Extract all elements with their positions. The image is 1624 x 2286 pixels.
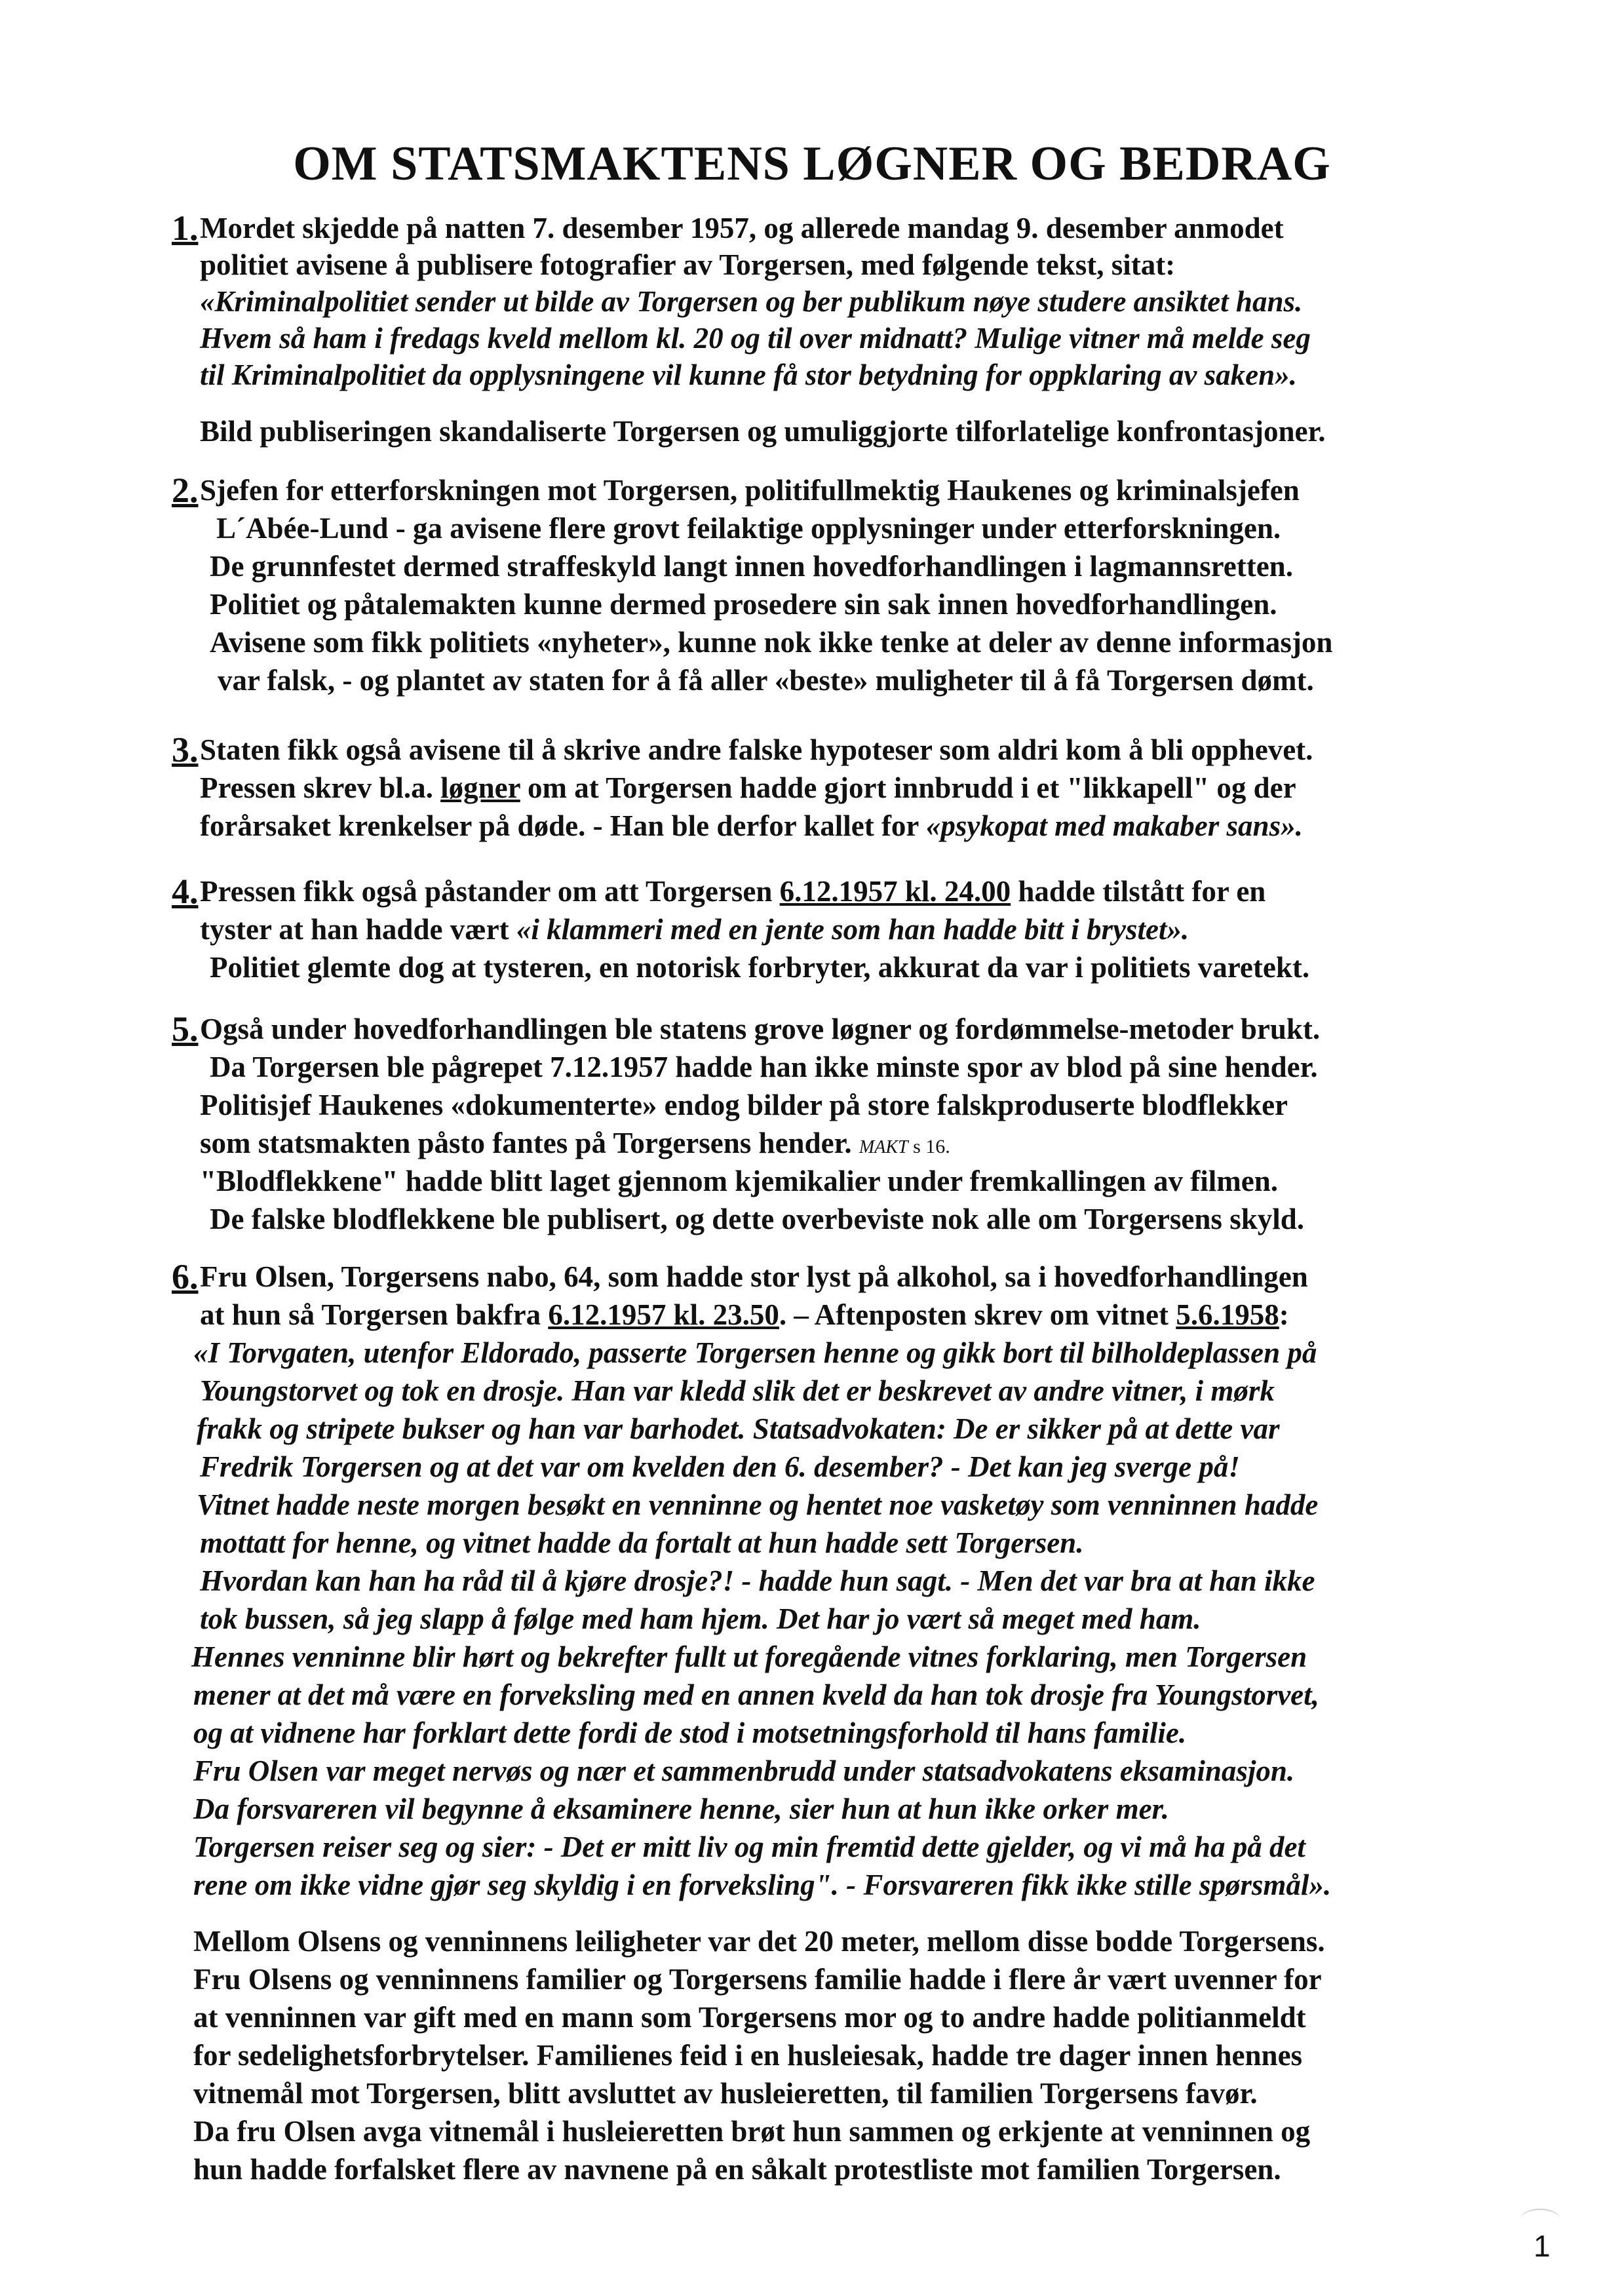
s5-reference-makt: MAKT — [859, 1137, 908, 1157]
s2-line-5: Avisene som fikk politiets «nyheter», kunne nok ikke tenke at deler av denne informasjon — [210, 626, 1333, 659]
s6-quote-line-14: Torgersen reiser seg og sier: - Det er mitt liv og min fremtid dette gjelder, og vi må ha på det — [193, 1831, 1305, 1863]
s6-line-2 — [200, 1296, 1289, 1333]
s6-quote-line-15: rene om ikke vidne gjør seg skyldig i en forveksling". - Forsvareren fikk ikke stille spørsmål». — [193, 1869, 1332, 1901]
s6-date-underlined-1: 6.12.1957 kl. 23.50 — [548, 1298, 779, 1331]
s4-line-3: Politiet glemte dog at tysteren, en notorisk forbryter, akkurat da var i politiets varetekt. — [210, 951, 1310, 984]
s4-line-1 — [200, 873, 1266, 910]
s4-line-1-a: Pressen fikk også påstander om att Torgersen — [200, 875, 780, 908]
s1-quote-line-4: Hvem så ham i fredags kveld mellom kl. 20 og til over midnatt? Mulige vitner må melde seg — [200, 322, 1311, 355]
page-title: OM STATSMAKTENS LØGNER OG BEDRAG — [293, 137, 1331, 191]
s2-line-1: Sjefen for etterforskningen mot Torgersen, politifullmektig Haukenes og kriminalsjefen — [200, 474, 1300, 507]
s2-line-6: var falsk, - og plantet av staten for å få aller «beste» muligheter til å få Torgersen dømt. — [218, 664, 1314, 697]
s6-date-underlined-2: 5.6.1958 — [1176, 1298, 1279, 1331]
s6-paragraph-line-1: Mellom Olsens og venninnens leiligheter var det 20 meter, mellom disse bodde Torgersens. — [193, 1925, 1325, 1958]
s6-quote-line-1: «I Torvgaten, utenfor Eldorado, passerte Torgersen henne og gikk bort til bilholdeplassen på — [193, 1336, 1317, 1369]
s1-quote-line-5: til Kriminalpolitiet da opplysningene vil kunne få stor betydning for oppklaring av saken». — [200, 358, 1297, 391]
s6-quote-line-5: Vitnet hadde neste morgen besøkt en venninne og hentet noe vasketøy som venninnen hadde — [197, 1488, 1319, 1521]
s1-line-6: Bild publiseringen skandaliserte Torgersen og umuliggjorte tilforlatelige konfrontasjoner. — [200, 415, 1326, 448]
s6-line-2-c: . – Aftenposten skrev om vitnet — [779, 1298, 1176, 1331]
s5-line-2: Da Torgersen ble pågrepet 7.12.1957 hadde han ikke minste spor av blod på sine hender. — [210, 1051, 1318, 1083]
s1-line-2: politiet avisene å publisere fotografier av Torgersen, med følgende tekst, sitat: — [200, 248, 1176, 281]
s1-quote-line-3: «Kriminalpolitiet sender ut bilde av Torgersen og ber publikum nøye studere ansiktet hans. — [200, 285, 1303, 318]
s6-paragraph-line-3: at venninnen var gift med en mann som Torgersens mor og to andre hadde politianmeldt — [193, 2001, 1306, 2034]
s5-line-1: Også under hovedforhandlingen ble statens grove løgner og fordømmelse-metoder brukt. — [200, 1013, 1321, 1045]
s6-line-2-a: at hun så Torgersen bakfra — [200, 1298, 549, 1331]
s2-line-2: L´Abée-Lund - ga avisene flere grovt feilaktige opplysninger under etterforskningen. — [216, 512, 1281, 545]
s3-line-3-a: forårsaket krenkelser på døde. - Han ble derfor kallet for — [200, 809, 926, 842]
s6-paragraph-line-2: Fru Olsens og venninnens familier og Torgersens familie hadde i flere år vært uvenner for — [193, 1963, 1322, 1996]
s3-line-3 — [200, 807, 1303, 844]
s6-quote-line-3: frakk og stripete bukser og han var barhodet. Statsadvokaten: De er sikker på at dette var — [197, 1412, 1280, 1445]
s5-line-4 — [200, 1125, 950, 1166]
s6-line-1: Fru Olsen, Torgersens nabo, 64, som hadde stor lyst på alkohol, sa i hovedforhandlingen — [200, 1260, 1308, 1293]
s5-line-3: Politisjef Haukenes «dokumenterte» endog bilder på store falskproduserte blodflekker — [200, 1089, 1288, 1121]
section-number-4: 4. — [172, 872, 199, 911]
s4-line-1-c: hadde tilstått for en — [1011, 875, 1266, 908]
page-number: 1 — [1534, 2229, 1551, 2263]
s3-underlined-word: løgner — [440, 771, 520, 804]
s6-paragraph-line-7: hun hadde forfalsket flere av navnene på en såkalt protestliste mot familien Torgersen. — [193, 2153, 1281, 2186]
s6-quote-line-12: Fru Olsen var meget nervøs og nær et sammenbrudd under statsadvokatens eksaminasjon. — [193, 1754, 1295, 1787]
section-number-3: 3. — [172, 730, 199, 769]
section-number-6: 6. — [172, 1257, 199, 1296]
s4-line-2-a: tyster at han hadde vært — [200, 913, 516, 946]
s6-paragraph-line-4: for sedelighetsforbrytelser. Familienes feid i en husleiesak, hadde tre dager innen hennes — [193, 2039, 1303, 2072]
page-corner-mark — [1520, 2209, 1560, 2230]
s3-line-1: Staten fikk også avisene til å skrive andre falske hypoteser som aldri kom å bli opphevet. — [200, 733, 1313, 766]
s1-line-1: Mordet skjedde på natten 7. desember 1957, og allerede mandag 9. desember anmodet — [200, 212, 1284, 244]
s6-quote-line-6: mottatt for henne, og vitnet hadde da fortalt at hun hadde sett Torgersen. — [200, 1526, 1084, 1559]
s6-paragraph-line-5: vitnemål mot Torgersen, blitt avsluttet av husleieretten, til familien Torgersens favør. — [193, 2077, 1258, 2110]
s6-quote-line-13: Da forsvareren vil begynne å eksaminere henne, sier hun at hun ikke orker mer. — [193, 1792, 1169, 1825]
s5-line-4-a: som statsmakten påsto fantes på Torgersens hender. — [200, 1127, 859, 1159]
s2-line-3: De grunnfestet dermed straffeskyld langt innen hovedforhandlingen i lagmannsretten. — [210, 550, 1293, 583]
s6-quote-line-2: Youngstorvet og tok en drosje. Han var kledd slik det er beskrevet av andre vitner, i mørk — [200, 1374, 1275, 1407]
s6-line-2-e: : — [1279, 1298, 1289, 1331]
s3-line-2 — [200, 769, 1296, 806]
section-number-5: 5. — [172, 1009, 199, 1049]
s5-line-5: "Blodflekkene" hadde blitt laget gjennom kjemikalier under fremkallingen av filmen. — [200, 1165, 1279, 1197]
s4-line-2 — [200, 911, 1189, 948]
s6-paragraph-line-6: Da fru Olsen avga vitnemål i husleieretten brøt hun sammen og erkjente at venninnen og — [193, 2115, 1311, 2148]
s6-quote-line-10: mener at det må være en forveksling med en annen kveld da han tok drosje fra Youngstorvet, — [193, 1678, 1319, 1711]
s3-line-2-a: Pressen skrev bl.a. — [200, 771, 441, 804]
s6-quote-line-7: Hvordan kan han ha råd til å kjøre drosje?! - hadde hun sagt. - Men det var bra at han ikke — [200, 1564, 1315, 1597]
s4-date-underlined: 6.12.1957 kl. 24.00 — [779, 875, 1011, 908]
s6-quote-line-11: og at vidnene har forklart dette fordi de stod i motsetningsforhold til hans familie. — [193, 1716, 1187, 1749]
section-number-1: 1. — [172, 208, 199, 248]
s5-line-6: De falske blodflekkene ble publisert, og dette overbeviste nok alle om Torgersens skyld. — [210, 1203, 1305, 1235]
section-number-2: 2. — [172, 471, 199, 510]
s3-quote: «psykopat med makaber sans». — [925, 809, 1303, 842]
s3-line-2-c: om at Torgersen hadde gjort innbrudd i et "likkapell" og der — [520, 771, 1296, 804]
s2-line-4: Politiet og påtalemakten kunne dermed prosedere sin sak innen hovedforhandlingen. — [210, 588, 1277, 621]
s4-quote: «i klammeri med en jente som han hadde bitt i brystet». — [516, 913, 1189, 946]
s6-quote-line-4: Fredrik Torgersen og at det var om kvelden den 6. desember? - Det kan jeg sverge på! — [200, 1450, 1240, 1483]
s5-reference-page: s 16. — [908, 1136, 950, 1157]
s6-quote-line-8: tok bussen, så jeg slapp å følge med ham hjem. Det har jo vært så meget med ham. — [200, 1602, 1201, 1635]
s6-quote-line-9: Hennes venninne blir hørt og bekrefter fullt ut foregående vitnes forklaring, men Torgersen — [191, 1640, 1307, 1673]
